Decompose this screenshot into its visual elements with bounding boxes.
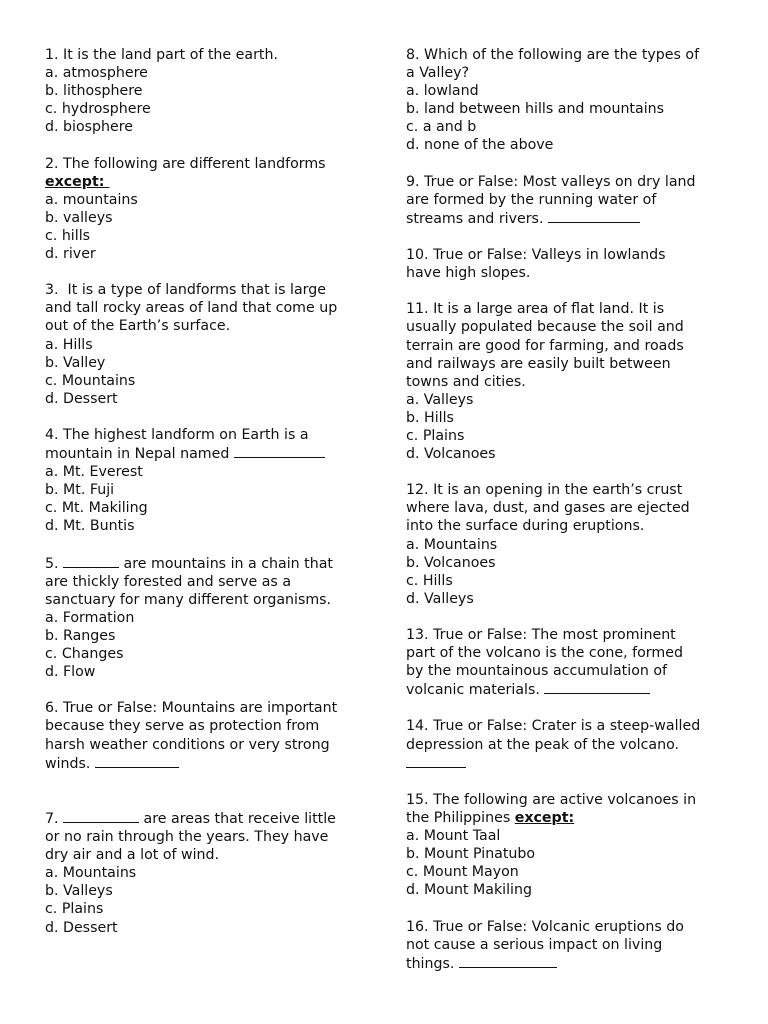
option-d: d. Volcanoes — [406, 446, 496, 463]
option-b: b. land between hills and mountains — [406, 101, 665, 118]
option-d: d. Dessert — [45, 919, 118, 936]
question-text-line: a Valley? — [406, 65, 470, 82]
question-text: 2. The following are different landforms — [45, 155, 326, 172]
question-text-line: depression at the peak of the volcano. — [406, 736, 680, 753]
option-c: c. Changes — [45, 646, 124, 663]
question-text-line: 9. True or False: Most valleys on dry land — [406, 173, 696, 190]
question-text-line: usually populated because the soil and — [406, 319, 684, 336]
question-text-line: 10. True or False: Valleys in lowlands — [406, 247, 666, 264]
except-emphasis: except: — [514, 809, 575, 826]
option-b: b. Volcanoes — [406, 554, 496, 571]
question-text: are mountains in a chain that — [119, 555, 333, 572]
question-12 — [406, 481, 730, 608]
option-a: a. mountains — [45, 191, 138, 208]
question-text-line — [406, 680, 730, 699]
question-number: 7. — [45, 810, 64, 827]
option-d: d. Flow — [45, 664, 96, 681]
question-text-line: harsh weather conditions or very strong — [45, 736, 330, 753]
question-text-line: where lava, dust, and gases are ejected — [406, 500, 690, 517]
question-text-line: are formed by the running water of — [406, 191, 657, 208]
answer-blank — [63, 554, 119, 568]
answer-blank — [544, 680, 650, 694]
answer-blank — [406, 754, 466, 768]
option-b: b. Valley — [45, 354, 106, 371]
option-c: c. a and b — [406, 119, 477, 136]
question-text-line: into the surface during eruptions. — [406, 518, 645, 535]
question-11 — [406, 300, 730, 463]
option-a: a. Mountains — [45, 865, 137, 882]
question-text: mountain in Nepal named — [45, 446, 234, 463]
option-a: a. Hills — [45, 336, 93, 353]
question-text-line: 11. It is a large area of flat land. It is — [406, 301, 665, 318]
question-text: winds. — [45, 755, 95, 772]
answer-blank — [234, 444, 325, 458]
question-text-line — [45, 554, 365, 573]
left-column — [45, 46, 365, 955]
question-2 — [45, 155, 365, 264]
question-14 — [406, 717, 730, 772]
question-text-line: are thickly forested and serve as a — [45, 573, 292, 590]
question-text-line: have high slopes. — [406, 265, 531, 282]
option-d: d. Valleys — [406, 590, 474, 607]
option-a: a. Mount Taal — [406, 828, 501, 845]
question-6 — [45, 699, 365, 772]
option-c: c. Mt. Makiling — [45, 500, 148, 517]
option-b: b. valleys — [45, 209, 113, 226]
question-text-line: 15. The following are active volcanoes in — [406, 791, 697, 808]
question-text-line: 14. True or False: Crater is a steep-walled — [406, 718, 701, 735]
question-text-line: sanctuary for many different organisms. — [45, 591, 332, 608]
question-text-line: towns and cities. — [406, 373, 526, 390]
question-text: the Philippines — [406, 809, 515, 826]
question-text-line: not cause a serious impact on living — [406, 936, 663, 953]
question-text: things. — [406, 955, 459, 972]
option-a: a. Valleys — [406, 391, 474, 408]
question-text-line — [45, 754, 365, 773]
option-b: b. lithosphere — [45, 83, 143, 100]
option-c: c. hydrosphere — [45, 101, 151, 118]
except-emphasis: except: — [45, 173, 105, 190]
option-d: d. biosphere — [45, 119, 134, 136]
option-a: a. Formation — [45, 609, 135, 626]
question-text-line: 8. Which of the following are the types of — [406, 47, 700, 63]
right-column — [406, 46, 730, 991]
question-8 — [406, 46, 730, 155]
question-text-line: because they serve as protection from — [45, 718, 320, 735]
question-number: 5. — [45, 555, 64, 572]
question-5 — [45, 554, 365, 682]
question-text: streams and rivers. — [406, 210, 548, 227]
question-13 — [406, 626, 730, 699]
question-1 — [45, 46, 365, 136]
question-text: are areas that receive little — [139, 810, 336, 827]
question-text-line — [406, 209, 730, 228]
question-text-line — [45, 173, 365, 191]
question-text-line: 4. The highest landform on Earth is a — [45, 426, 309, 443]
question-text-line: and tall rocky areas of land that come up — [45, 300, 338, 317]
answer-blank — [95, 754, 179, 768]
question-text-line: 12. It is an opening in the earth’s crust — [406, 482, 683, 499]
question-text-line — [406, 754, 730, 773]
question-9 — [406, 173, 730, 228]
question-text-line: dry air and a lot of wind. — [45, 847, 220, 864]
question-text-line — [45, 444, 365, 463]
option-c: c. Mount Mayon — [406, 864, 519, 881]
question-text-line: by the mountainous accumulation of — [406, 663, 668, 680]
option-a: a. atmosphere — [45, 65, 148, 82]
option-d: d. river — [45, 246, 96, 263]
option-b: b. Mount Pinatubo — [406, 846, 536, 863]
question-text-line: and railways are easily built between — [406, 355, 671, 372]
option-d: d. none of the above — [406, 137, 554, 154]
question-15 — [406, 791, 730, 900]
option-d: d. Mount Makiling — [406, 882, 532, 899]
option-b: b. Ranges — [45, 628, 116, 644]
question-text-line: terrain are good for farming, and roads — [406, 337, 684, 354]
question-text-line: or no rain through the years. They have — [45, 829, 329, 846]
question-7 — [45, 809, 365, 937]
question-text-line: 3. It is a type of landforms that is large — [45, 282, 326, 299]
question-text-line: part of the volcano is the cone, formed — [406, 645, 683, 662]
option-c: c. Hills — [406, 572, 453, 589]
option-a: a. Mt. Everest — [45, 464, 143, 481]
question-4 — [45, 426, 365, 536]
option-c: c. hills — [45, 227, 91, 244]
answer-blank — [63, 809, 139, 823]
question-text-line: 6. True or False: Mountains are important — [45, 700, 338, 717]
option-a: a. lowland — [406, 83, 479, 100]
option-c: c. Plains — [45, 901, 104, 918]
question-text-line: 16. True or False: Volcanic eruptions do — [406, 918, 684, 935]
option-d: d. Mt. Buntis — [45, 518, 135, 535]
answer-blank — [459, 954, 557, 968]
question-3 — [45, 281, 365, 408]
question-16 — [406, 918, 730, 973]
answer-blank — [548, 209, 640, 223]
question-text: 1. It is the land part of the earth. — [45, 47, 278, 63]
option-c: c. Mountains — [45, 372, 136, 389]
option-d: d. Dessert — [45, 390, 118, 407]
question-text-line: 13. True or False: The most prominent — [406, 627, 676, 643]
option-b: b. Mt. Fuji — [45, 482, 115, 499]
question-10 — [406, 246, 730, 282]
option-b: b. Hills — [406, 409, 454, 426]
question-text-line — [45, 809, 365, 828]
question-text-line — [406, 809, 730, 827]
question-text: volcanic materials. — [406, 682, 545, 699]
option-c: c. Plains — [406, 427, 465, 444]
question-text-line — [406, 954, 730, 973]
question-text-line: out of the Earth’s surface. — [45, 318, 231, 335]
option-a: a. Mountains — [406, 536, 498, 553]
option-b: b. Valleys — [45, 883, 113, 900]
